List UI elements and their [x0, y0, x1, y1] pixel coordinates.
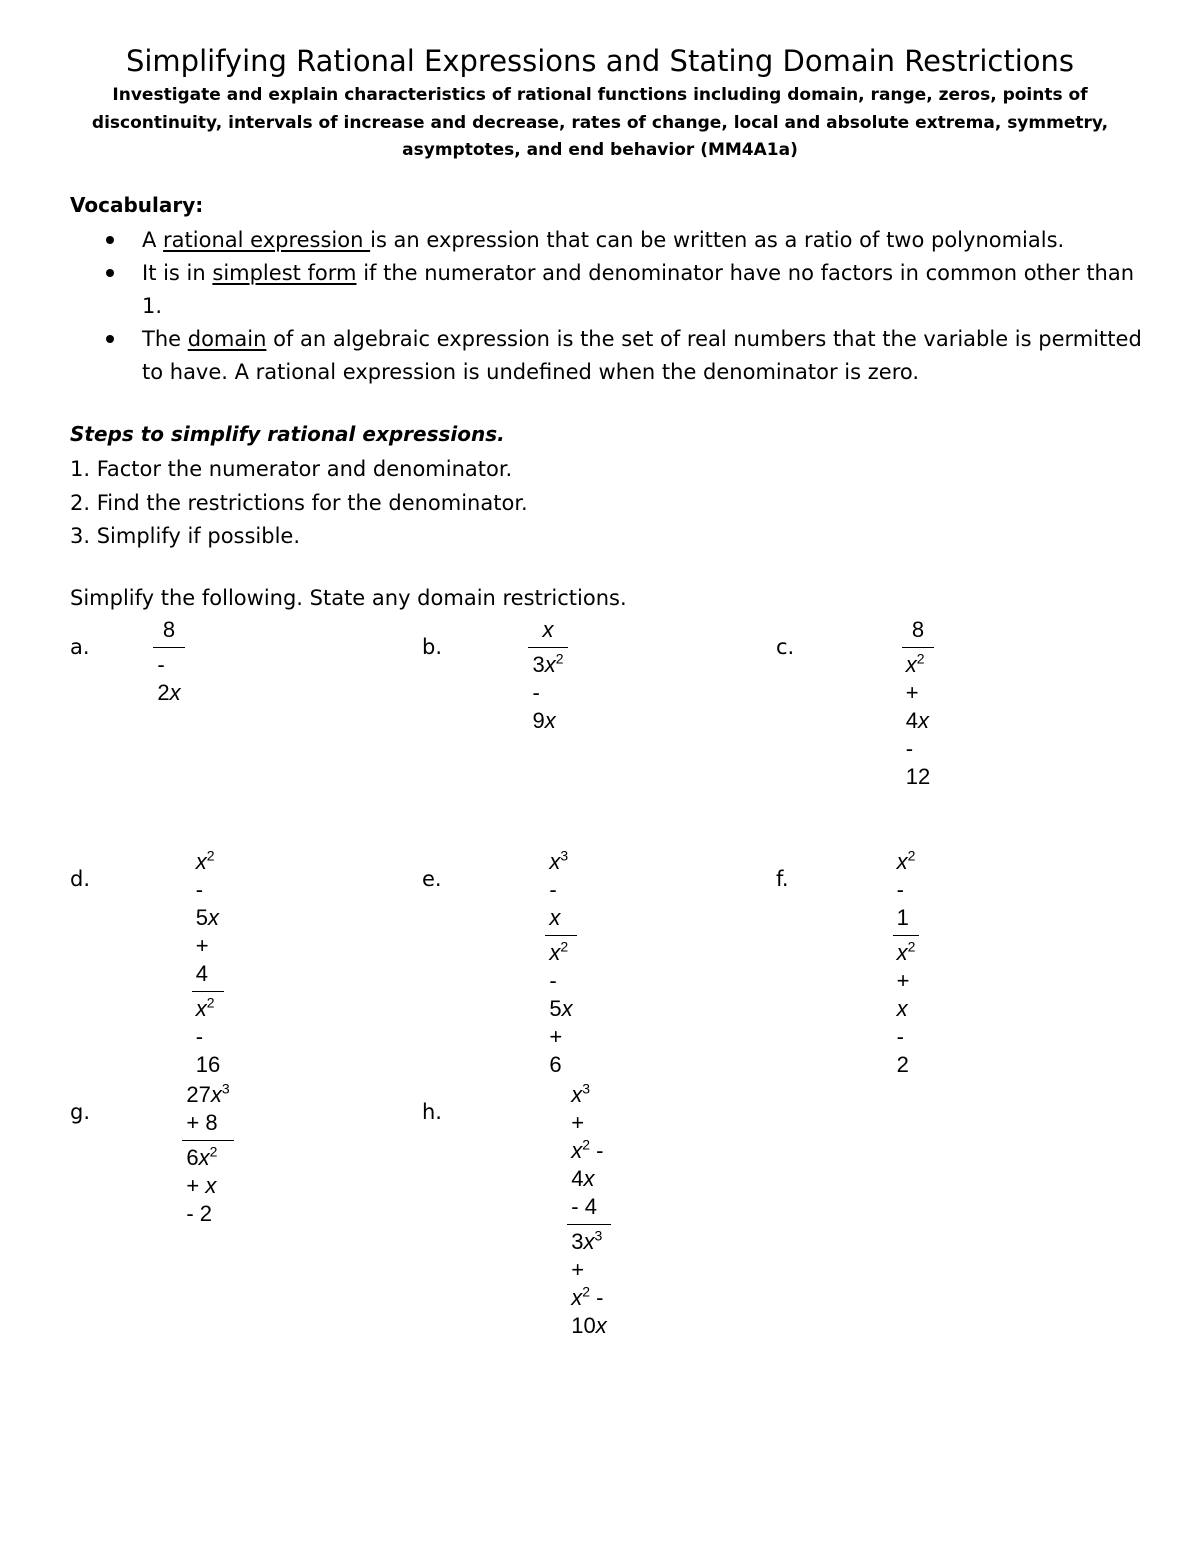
- variable: x: [542, 617, 554, 642]
- vocabulary-item-text: It is in: [142, 261, 213, 285]
- vocabulary-term: simplest form: [212, 261, 357, 285]
- variable: x: [198, 1145, 210, 1170]
- variable: x: [549, 849, 561, 874]
- term: - 10: [571, 1285, 604, 1338]
- problem-label: d.: [70, 867, 91, 891]
- problem-label: b.: [422, 635, 443, 659]
- exponent: 3: [221, 1080, 230, 1097]
- rational-expression: [528, 616, 567, 735]
- vocabulary-item-text: A: [142, 228, 164, 252]
- term: - 2: [186, 1201, 213, 1226]
- exponent: 3: [594, 1227, 603, 1244]
- exponent: 2: [582, 1283, 591, 1300]
- term: - 2: [896, 1024, 909, 1077]
- numerator: [159, 616, 179, 647]
- term: -: [549, 877, 557, 902]
- term: - 1: [896, 877, 909, 930]
- term: +: [186, 1173, 206, 1198]
- variable: x: [896, 849, 908, 874]
- step-item: 1. Factor the numerator and denominator.: [70, 457, 513, 481]
- variable: x: [918, 708, 930, 733]
- term: + 4: [195, 933, 209, 986]
- numerator: [545, 848, 576, 935]
- vocabulary-item: [70, 257, 1150, 323]
- denominator: [567, 1224, 610, 1340]
- variable: x: [169, 680, 181, 705]
- variable: x: [544, 708, 556, 733]
- exponent: 2: [582, 1136, 591, 1153]
- numerator: [182, 1081, 233, 1140]
- term: +: [571, 1110, 585, 1135]
- exponent: 2: [209, 1143, 218, 1160]
- problem-label: g.: [70, 1100, 91, 1124]
- rational-expression: [893, 848, 920, 1079]
- vocabulary-item-text: is an expression that can be written as a ratio of two polynomials.: [370, 228, 1065, 252]
- term: 3: [532, 652, 545, 677]
- term: - 4: [571, 1194, 597, 1219]
- term: 3: [571, 1229, 584, 1254]
- term: 8: [162, 617, 176, 642]
- steps-heading: [70, 422, 505, 446]
- denominator: [528, 647, 567, 735]
- exponent: 2: [907, 847, 916, 864]
- problem-label: h.: [422, 1100, 442, 1124]
- term: + 6: [549, 1024, 563, 1077]
- exponent: 2: [907, 938, 916, 955]
- variable: x: [208, 905, 220, 930]
- page-title: Simplifying Rational Expressions and Stating Domain Restrictions: [125, 44, 1075, 78]
- term: - 2: [157, 652, 170, 705]
- numerator: [192, 848, 224, 991]
- rational-expression: [182, 1081, 233, 1228]
- numerator: [567, 1081, 610, 1224]
- variable: x: [571, 1082, 583, 1107]
- problem-label: e.: [422, 867, 442, 891]
- vocabulary-item: [70, 224, 1150, 257]
- exponent: 2: [560, 938, 569, 955]
- exponent: 3: [560, 847, 569, 864]
- denominator: [902, 647, 934, 791]
- term: + 8: [186, 1110, 218, 1135]
- variable: x: [583, 1229, 595, 1254]
- vocabulary-heading: [70, 193, 203, 217]
- rational-expression: [567, 1081, 610, 1340]
- steps-heading-text: Steps to simplify rational expressions: [70, 422, 498, 446]
- denominator: [153, 647, 184, 707]
- vocabulary-term: domain: [187, 327, 267, 351]
- variable: x: [571, 1285, 583, 1310]
- vocabulary-heading-text: Vocabulary: [70, 193, 196, 217]
- term: - 4: [571, 1138, 604, 1191]
- variable: x: [549, 905, 561, 930]
- denominator: [192, 991, 224, 1079]
- denominator: [893, 935, 920, 1079]
- numerator: [893, 848, 920, 935]
- exercise-instruction: Simplify the following. State any domain restrictions.: [70, 586, 627, 610]
- rational-expression: [192, 848, 224, 1079]
- vocabulary-item-text: if the numerator and denominator have no factors in common other than 1.: [142, 261, 1135, 318]
- variable: x: [210, 1082, 222, 1107]
- term: + 4: [905, 680, 919, 733]
- variable: x: [561, 996, 573, 1021]
- numerator: [538, 616, 557, 647]
- vocabulary-list: [70, 224, 1150, 389]
- numerator: [908, 616, 928, 647]
- variable: x: [544, 652, 556, 677]
- steps-heading-period: .: [497, 422, 505, 446]
- term: - 12: [905, 736, 931, 789]
- variable: x: [896, 940, 908, 965]
- variable: x: [549, 940, 561, 965]
- denominator: [545, 935, 576, 1079]
- exponent: 2: [916, 650, 925, 667]
- denominator: [182, 1140, 233, 1228]
- variable: x: [195, 996, 207, 1021]
- variable: x: [205, 1173, 217, 1198]
- step-item: 2. Find the restrictions for the denominator.: [70, 490, 528, 515]
- problem-label: f.: [776, 867, 789, 891]
- term: +: [896, 968, 910, 993]
- rational-expression: [545, 848, 576, 1079]
- variable: x: [905, 652, 917, 677]
- term: - 5: [549, 968, 562, 1021]
- term: 6: [186, 1145, 199, 1170]
- term: - 5: [195, 877, 209, 930]
- rational-expression: [153, 616, 184, 707]
- step-item: 3. Simplify if possible.: [70, 524, 301, 548]
- term: +: [571, 1257, 585, 1282]
- vocabulary-item-text: of an algebraic expression is the set of real numbers that the variable is permitted to have. A rational expression is undefined when the denominator is zero.: [142, 327, 1142, 384]
- steps-list: [70, 453, 528, 554]
- variable: x: [595, 1313, 607, 1338]
- term: - 9: [532, 680, 545, 733]
- standard-description: Investigate and explain characteristics of rational functions including domain, range, zeros, points of discontinuity, intervals of increase and decrease, rates of change, local and absolute extrema, symmetry, asymptotes, and end behavior (MM4A1a): [91, 85, 1109, 160]
- vocabulary-heading-colon: :: [195, 193, 204, 217]
- problem-label: a.: [70, 635, 90, 659]
- exponent: 2: [555, 650, 564, 667]
- exponent: 2: [206, 994, 215, 1011]
- vocabulary-item-text: The: [142, 327, 188, 351]
- vocabulary-term: rational expression: [163, 228, 371, 252]
- vocabulary-item: [70, 323, 1150, 389]
- term: - 16: [195, 1024, 221, 1077]
- exponent: 2: [206, 847, 215, 864]
- rational-expression: [902, 616, 934, 791]
- variable: x: [583, 1166, 595, 1191]
- exponent: 3: [582, 1080, 591, 1097]
- variable: x: [571, 1138, 583, 1163]
- problem-label: c.: [776, 635, 795, 659]
- term: 27: [186, 1082, 211, 1107]
- term: 8: [911, 617, 925, 642]
- variable: x: [896, 996, 908, 1021]
- variable: x: [195, 849, 207, 874]
